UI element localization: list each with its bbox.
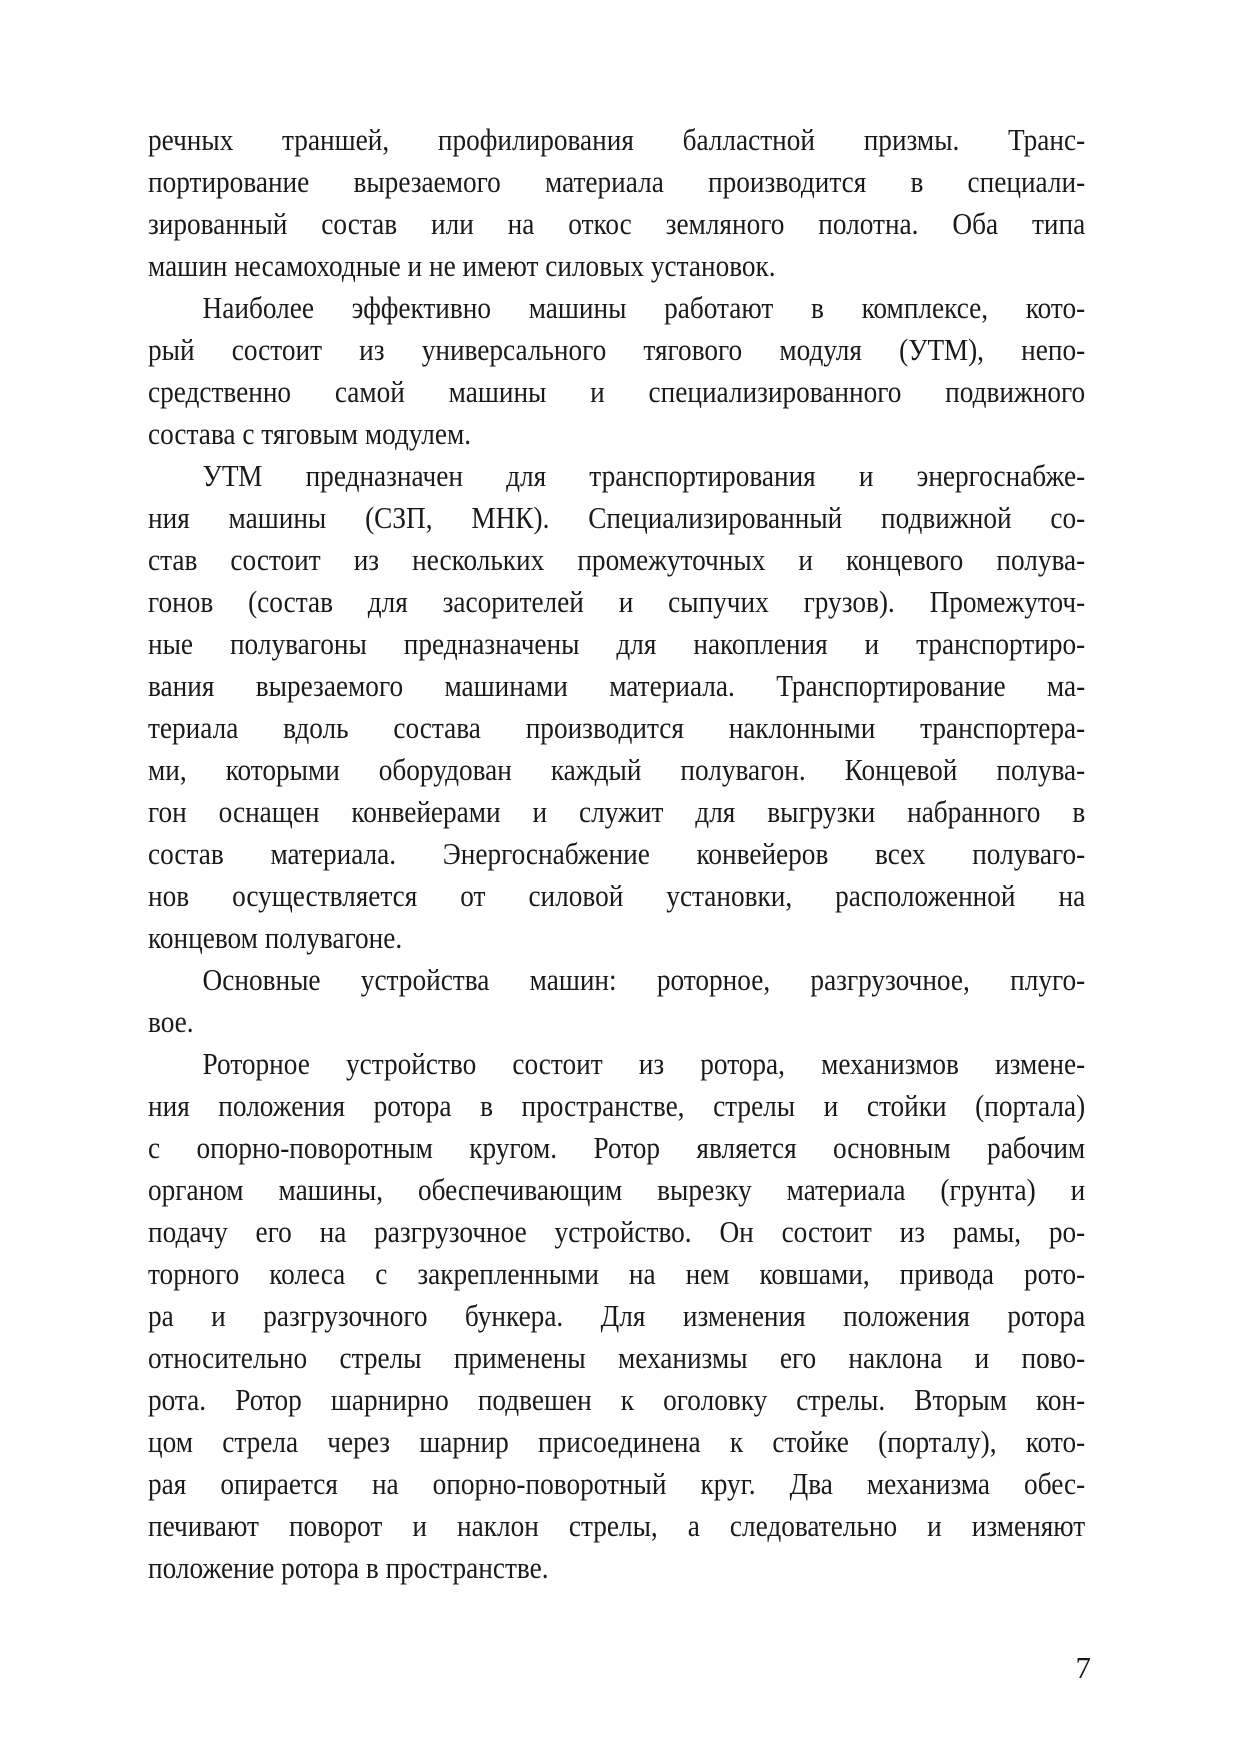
text-line: Основные устройства машин: роторное, разгрузочное, плуго- bbox=[202, 962, 1086, 997]
paragraph bbox=[148, 119, 1085, 287]
text-line: машин несамоходные и не имеют силовых установок. bbox=[148, 248, 776, 283]
text-line: став состоит из нескольких промежуточных и концевого полува- bbox=[148, 542, 1086, 577]
text-line: Роторное устройство состоит из ротора, механизмов измене- bbox=[202, 1046, 1086, 1081]
text-line: УТМ предназначен для транспортирования и энергоснабже- bbox=[202, 458, 1086, 493]
text-line: органом машины, обеспечивающим вырезку материала (грунта) и bbox=[148, 1172, 1086, 1207]
text-line: ра и разгрузочного бункера. Для изменения положения ротора bbox=[148, 1298, 1086, 1333]
text-line: состава с тяговым модулем. bbox=[148, 416, 472, 451]
text-line: вания вырезаемого машинами материала. Транспортирование ма- bbox=[148, 668, 1086, 703]
text-line: вое. bbox=[148, 1004, 194, 1039]
page-number: 7 bbox=[1075, 1650, 1091, 1685]
text-line: относительно стрелы применены механизмы его наклона и пово- bbox=[148, 1340, 1086, 1375]
text-line: гонов (состав для засорителей и сыпучих грузов). Промежуточ- bbox=[148, 584, 1086, 619]
text-line: териала вдоль состава производится наклонными транспортера- bbox=[148, 710, 1086, 745]
text-line: состав материала. Энергоснабжение конвейеров всех полуваго- bbox=[148, 836, 1086, 871]
paragraph bbox=[148, 455, 1085, 959]
text-line: гон оснащен конвейерами и служит для выгрузки набранного в bbox=[148, 794, 1086, 829]
text-line: ми, которыми оборудован каждый полувагон. Концевой полува- bbox=[148, 752, 1086, 787]
text-line: речных траншей, профилирования балластной призмы. Транс- bbox=[148, 122, 1086, 157]
text-line: ния положения ротора в пространстве, стрелы и стойки (портала) bbox=[148, 1088, 1086, 1123]
text-line: рая опирается на опорно-поворотный круг. Два механизма обес- bbox=[148, 1466, 1086, 1501]
text-line: Наиболее эффективно машины работают в комплексе, кото- bbox=[202, 290, 1086, 325]
text-line: ные полувагоны предназначены для накопления и транспортиро- bbox=[148, 626, 1086, 661]
text-line: печивают поворот и наклон стрелы, а следовательно и изменяют bbox=[148, 1508, 1086, 1543]
text-line: положение ротора в пространстве. bbox=[148, 1550, 549, 1585]
text-line: рый состоит из универсального тягового модуля (УТМ), непо- bbox=[148, 332, 1086, 367]
paragraph bbox=[148, 959, 1085, 1043]
text-line: торного колеса с закрепленными на нем ковшами, привода рото- bbox=[148, 1256, 1086, 1291]
text-line: ния машины (СЗП, МНК). Специализированный подвижной со- bbox=[148, 500, 1086, 535]
body-text bbox=[148, 119, 1085, 1589]
paragraph bbox=[148, 1043, 1085, 1589]
paragraph bbox=[148, 287, 1085, 455]
text-line: нов осуществляется от силовой установки, расположенной на bbox=[148, 878, 1086, 913]
text-line: зированный состав или на откос земляного полотна. Оба типа bbox=[148, 206, 1086, 241]
text-line: рота. Ротор шарнирно подвешен к оголовку стрелы. Вторым кон- bbox=[148, 1382, 1086, 1417]
text-line: подачу его на разгрузочное устройство. Он состоит из рамы, ро- bbox=[148, 1214, 1086, 1249]
text-line: с опорно-поворотным кругом. Ротор является основным рабочим bbox=[148, 1130, 1086, 1165]
text-line: цом стрела через шарнир присоединена к стойке (порталу), кото- bbox=[148, 1424, 1086, 1459]
text-line: средственно самой машины и специализированного подвижного bbox=[148, 374, 1086, 409]
text-line: портирование вырезаемого материала производится в специали- bbox=[148, 164, 1086, 199]
text-line: концевом полувагоне. bbox=[148, 920, 403, 955]
